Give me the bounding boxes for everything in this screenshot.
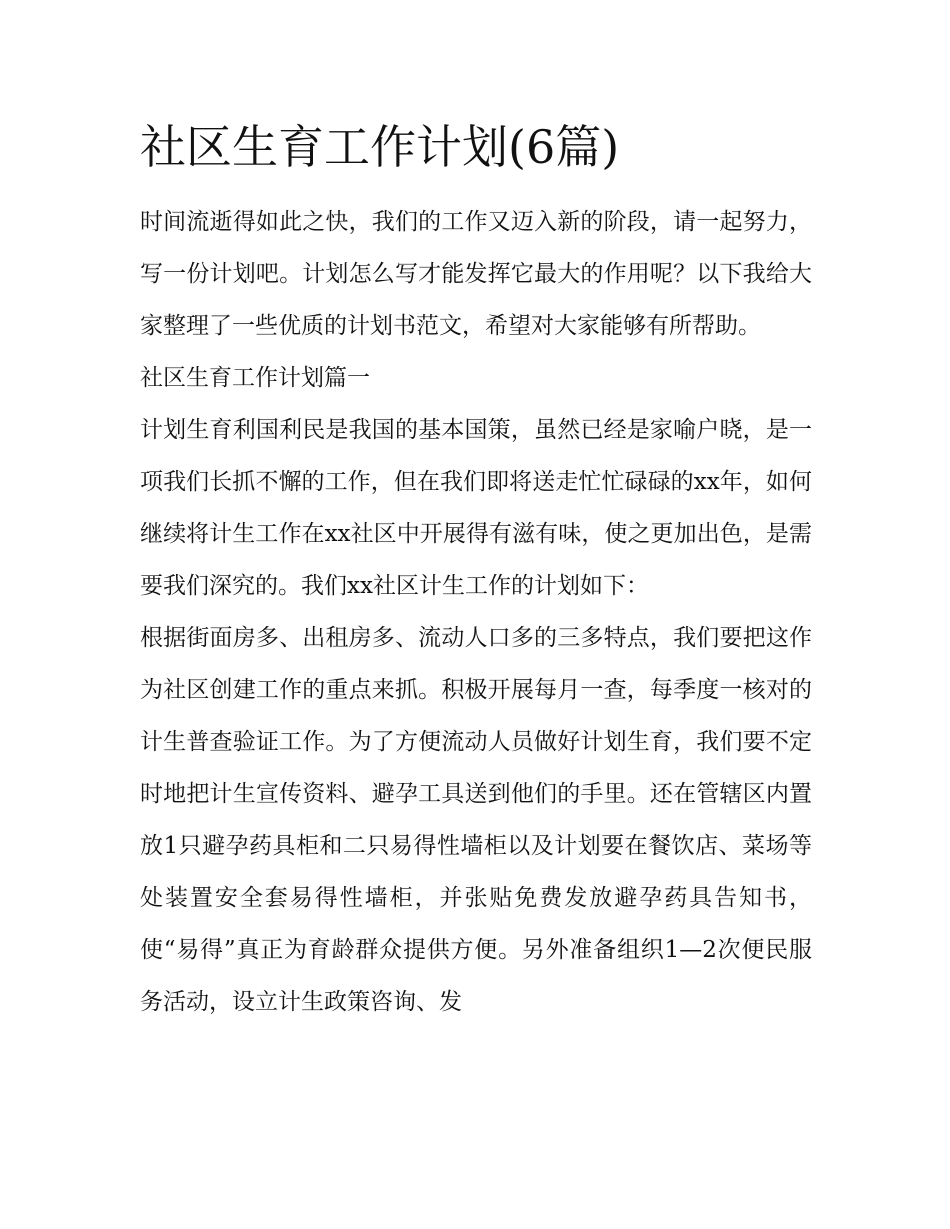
document-body [140, 112, 812, 1028]
body-paragraph-1: 计划生育利国利民是我国的基本国策，虽然已经是家喻户晓，是一项我们长抓不懈的工作，但在我们即将送走忙忙碌碌的xx年，如何继续将计生工作在xx社区中开展得有滋有味，使之更加出色，是需要我们深究的。我们xx社区计生工作的计划如下： [140, 417, 812, 599]
intro-paragraph: 时间流逝得如此之快，我们的工作又迈入新的阶段，请一起努力，写一份计划吧。计划怎么写才能发挥它最大的作用呢？以下我给大家整理了一些优质的计划书范文，希望对大家能够有所帮助。 [140, 209, 812, 339]
section-heading: 社区生育工作计划篇一 [140, 365, 370, 391]
document-title: 社区生育工作计划(6篇) [140, 120, 620, 174]
body-paragraph-2: 根据街面房多、出租房多、流动人口多的三多特点，我们要把这作为社区创建工作的重点来抓。积极开展每月一查，每季度一核对的计生普查验证工作。为了方便流动人员做好计划生育，我们要不定时地把计生宣传资料、避孕工具送到他们的手里。还在管辖区内置放1只避孕药具柜和二只易得性墙柜以及计划要在餐饮店、菜场等处装置安全套易得性墙柜，并张贴免费发放避孕药具告知书，使“易得”真正为育龄群众提供方便。另外准备组织1—2次便民服务活动，设立计生政策咨询、发 [140, 625, 812, 1015]
